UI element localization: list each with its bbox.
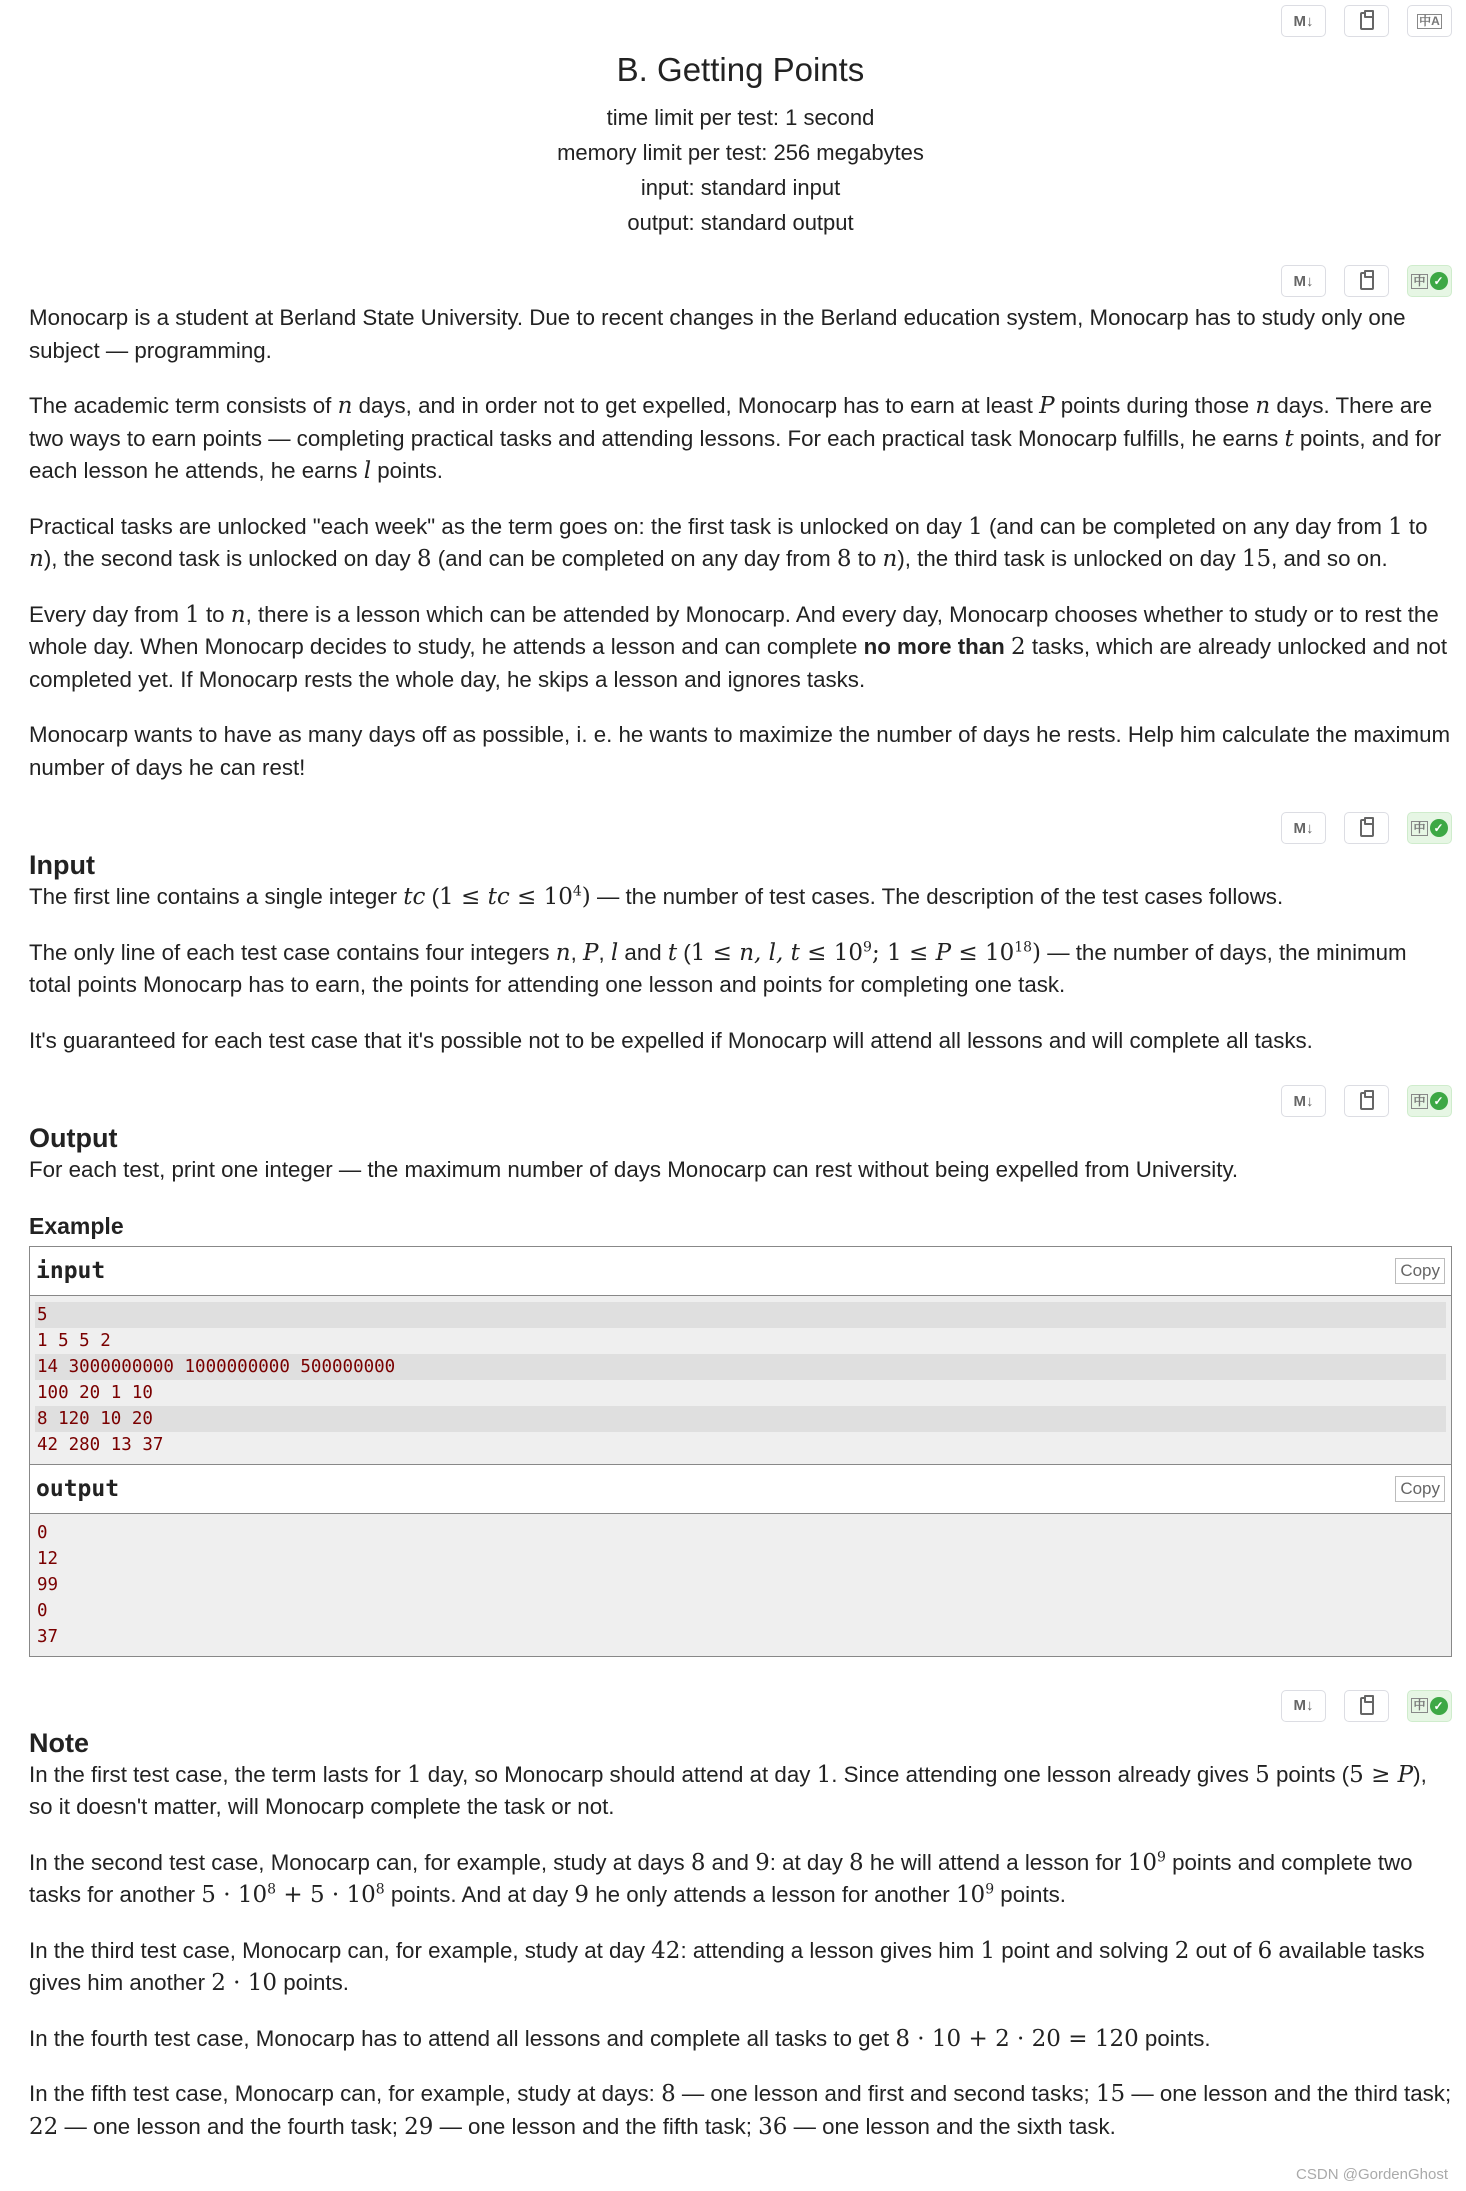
math-text: 42 bbox=[651, 1937, 681, 1964]
copy-clipboard-button[interactable] bbox=[1344, 1690, 1389, 1722]
text-segment: In the fifth test case, Monocarp can, for example, study at days: bbox=[29, 2081, 662, 2106]
math-text: 2 · 10 bbox=[211, 1970, 278, 1996]
math-text: + 5 · 10 bbox=[276, 1882, 376, 1908]
example-output[interactable] bbox=[30, 1514, 1451, 1656]
text-segment: points during those bbox=[1054, 393, 1256, 418]
text-segment: — one lesson and first and second tasks; bbox=[675, 2081, 1096, 2106]
text-segment: — the number of days, the minimum total points Monocarp has to earn, the points for attending one lesson and points for completing one task. bbox=[29, 939, 1407, 997]
text-segment: Every day from bbox=[29, 601, 186, 627]
section-toolbar bbox=[29, 1080, 1452, 1122]
translate-icon: 中 bbox=[1413, 273, 1426, 288]
example-line: 5 bbox=[35, 1302, 1446, 1328]
math-text: 8 · 10 + 2 · 20 = 120 bbox=[895, 2025, 1139, 2052]
copy-clipboard-button[interactable] bbox=[1344, 1085, 1389, 1117]
math-text: l bbox=[610, 939, 619, 966]
text-segment: day, so Monocarp should attend at day bbox=[421, 1761, 817, 1787]
math-text: 9 bbox=[1156, 1849, 1166, 1866]
example-box bbox=[29, 1246, 1452, 1657]
text-segment: to bbox=[1402, 513, 1428, 539]
math-text: 4 bbox=[572, 883, 582, 900]
header-toolbar bbox=[29, 0, 1452, 42]
text-segment: For each test, print one integer — the maximum number of days Monocarp can rest without being expelled from University. bbox=[29, 1157, 1239, 1182]
paragraph bbox=[29, 599, 1452, 697]
math-text: 1 ≤ bbox=[439, 884, 488, 910]
text-segment: — one lesson and the third task; bbox=[1125, 2081, 1452, 2106]
input-heading: Input bbox=[29, 850, 95, 880]
clipboard-icon bbox=[1360, 1092, 1374, 1110]
input-label: input bbox=[36, 1257, 106, 1284]
paragraph bbox=[29, 1025, 1452, 1058]
input-section bbox=[29, 881, 1452, 1057]
time-limit: time limit per test: 1 second bbox=[606, 105, 875, 130]
section-toolbar bbox=[29, 260, 1452, 302]
input-type: input: standard input bbox=[640, 175, 841, 200]
math-text: 8 bbox=[849, 1849, 864, 1876]
example-line: 0 bbox=[37, 1600, 48, 1621]
text-segment: points and complete two tasks for another bbox=[29, 1849, 1413, 1907]
paragraph bbox=[29, 1935, 1452, 2000]
math-text: n, l, t bbox=[739, 939, 800, 966]
math-text: P bbox=[1397, 1761, 1414, 1788]
problem-statement bbox=[29, 0, 1452, 2143]
paragraph bbox=[29, 1759, 1452, 1824]
math-text: 8 bbox=[690, 1849, 706, 1876]
markdown-button[interactable]: M↓ bbox=[1281, 1085, 1326, 1117]
math-text: no more than bbox=[863, 634, 1005, 659]
math-text: n bbox=[882, 546, 898, 572]
math-text: 8 bbox=[661, 2081, 676, 2107]
math-text: 8 bbox=[267, 1881, 277, 1898]
example-line: 100 20 1 10 bbox=[37, 1382, 153, 1403]
example-line: 42 280 13 37 bbox=[37, 1434, 164, 1455]
paragraph bbox=[29, 937, 1452, 1002]
math-text: 29 bbox=[404, 2113, 434, 2140]
markdown-button[interactable]: M↓ bbox=[1281, 265, 1326, 297]
output-type: output: standard output bbox=[627, 210, 854, 235]
math-text: ; 1 ≤ bbox=[871, 939, 936, 966]
math-text: n bbox=[29, 546, 44, 572]
text-segment: points. bbox=[277, 1970, 349, 1995]
math-text: 9 bbox=[755, 1849, 770, 1876]
math-text: 9 bbox=[985, 1881, 995, 1898]
math-text: 6 bbox=[1257, 1937, 1273, 1964]
translate-done-button[interactable] bbox=[1407, 1085, 1452, 1117]
text-segment: , and so on. bbox=[1271, 546, 1388, 571]
text-segment: ( bbox=[425, 884, 440, 909]
text-segment: he only attends a lesson for another bbox=[589, 1882, 956, 1907]
text-segment: days. There are two ways to earn points — completing practical tasks and attending lessons. For each practical task Monocarp fulfills, he earns bbox=[29, 393, 1433, 451]
math-text: 8 bbox=[836, 546, 852, 572]
text-segment: ), the second task is unlocked on day bbox=[43, 546, 417, 571]
example-input[interactable] bbox=[30, 1296, 1451, 1465]
math-text: 2 bbox=[1011, 634, 1026, 660]
clipboard-icon bbox=[1360, 12, 1374, 30]
example-line: 14 3000000000 1000000000 500000000 bbox=[35, 1354, 1446, 1380]
translate-icon: 中 bbox=[1413, 1093, 1426, 1108]
text-segment: The only line of each test case contains four integers bbox=[29, 939, 556, 965]
example-heading: Example bbox=[29, 1212, 124, 1239]
clipboard-icon bbox=[1360, 819, 1374, 837]
paragraph bbox=[29, 1847, 1452, 1912]
math-text: 8 bbox=[375, 1881, 385, 1898]
text-segment: (and can be completed on any day from bbox=[982, 513, 1389, 539]
math-text: 18 bbox=[1014, 939, 1033, 956]
legend-section bbox=[29, 302, 1452, 784]
text-segment: In the first test case, the term lasts for bbox=[29, 1761, 407, 1787]
math-text: ) bbox=[581, 884, 591, 910]
math-text: t bbox=[667, 939, 678, 966]
math-text: n bbox=[555, 939, 571, 966]
math-text: l bbox=[363, 458, 372, 484]
section-toolbar bbox=[29, 807, 1452, 849]
translate-icon: 中A bbox=[1419, 13, 1440, 28]
clipboard-icon bbox=[1360, 1697, 1374, 1715]
paragraph bbox=[29, 2078, 1452, 2143]
math-text: n bbox=[230, 601, 246, 628]
math-text: P bbox=[935, 939, 952, 966]
translate-done-button[interactable] bbox=[1407, 812, 1452, 844]
text-segment: points. And at day bbox=[384, 1882, 575, 1907]
text-segment: : attending a lesson gives him bbox=[680, 1937, 981, 1963]
output-section bbox=[29, 1154, 1452, 1187]
math-text: 1 bbox=[1388, 513, 1403, 540]
text-segment: — one lesson and the fourth task; bbox=[58, 2113, 405, 2139]
math-text: 36 bbox=[758, 2113, 788, 2140]
text-segment: In the fourth test case, Monocarp has to attend all lessons and complete all tasks to get bbox=[29, 2025, 896, 2051]
math-text: 5 ≥ bbox=[1349, 1761, 1398, 1788]
text-segment: points. bbox=[1138, 2025, 1211, 2051]
clipboard-icon bbox=[1360, 272, 1374, 290]
check-icon: ✓ bbox=[1430, 1697, 1448, 1715]
text-segment: and bbox=[618, 939, 668, 965]
math-text: ≤ 10 bbox=[799, 939, 864, 966]
problem-title: B. Getting Points bbox=[616, 51, 865, 88]
translate-icon: 中 bbox=[1413, 820, 1426, 835]
memory-limit: memory limit per test: 256 megabytes bbox=[557, 140, 924, 165]
math-text: tc bbox=[403, 884, 426, 910]
text-segment: : at day bbox=[769, 1849, 850, 1875]
math-text: 1 ≤ bbox=[690, 939, 740, 966]
math-text: P bbox=[582, 939, 599, 966]
text-segment: , bbox=[570, 939, 583, 965]
math-text: 5 bbox=[1255, 1761, 1270, 1788]
math-text: 22 bbox=[29, 2113, 59, 2140]
math-text: 1 bbox=[980, 1937, 996, 1964]
text-segment: It's guaranteed for each test case that it's possible not to be expelled if Monocarp will attend all lessons and will complete all tasks. bbox=[29, 1027, 1313, 1053]
text-segment: The first line contains a single integer bbox=[29, 884, 404, 909]
paragraph bbox=[29, 390, 1452, 488]
text-segment: to bbox=[199, 601, 231, 627]
text-segment: In the second test case, Monocarp can, for example, study at days bbox=[29, 1849, 691, 1875]
check-icon: ✓ bbox=[1430, 272, 1448, 290]
math-text: 15 bbox=[1241, 546, 1272, 572]
output-heading: Output bbox=[29, 1123, 118, 1153]
copy-output-button[interactable]: Copy bbox=[1395, 1476, 1445, 1502]
text-segment: , bbox=[598, 939, 611, 965]
math-text: 1 bbox=[185, 601, 200, 628]
math-text: n bbox=[1255, 393, 1271, 419]
example-line: 0 bbox=[37, 1522, 48, 1543]
math-text: ≤ 10 bbox=[951, 939, 1015, 966]
text-segment: In the third test case, Monocarp can, for example, study at day bbox=[29, 1937, 652, 1963]
translate-button[interactable] bbox=[1407, 5, 1452, 37]
output-label: output bbox=[36, 1475, 120, 1502]
text-segment: available tasks gives him another bbox=[29, 1937, 1425, 1995]
math-text: 10 bbox=[955, 1882, 986, 1908]
copy-clipboard-button[interactable] bbox=[1344, 5, 1389, 37]
math-text: ≤ 10 bbox=[509, 884, 573, 910]
copy-clipboard-button[interactable] bbox=[1344, 265, 1389, 297]
paragraph bbox=[29, 1154, 1452, 1187]
text-segment: — the number of test cases. The description of the test cases follows. bbox=[590, 884, 1284, 909]
text-segment: points. bbox=[371, 458, 443, 483]
math-text: ) bbox=[1032, 939, 1042, 966]
math-text: 1 bbox=[816, 1761, 832, 1788]
paragraph bbox=[29, 719, 1452, 784]
math-text: 1 bbox=[968, 513, 983, 540]
math-text: 10 bbox=[1127, 1849, 1157, 1876]
text-segment: he will attend a lesson for bbox=[863, 1849, 1128, 1875]
paragraph bbox=[29, 2023, 1452, 2056]
example-line: 99 bbox=[37, 1574, 59, 1595]
text-segment: points. bbox=[994, 1882, 1066, 1907]
math-text: 2 bbox=[1174, 1937, 1190, 1964]
math-text: 9 bbox=[863, 939, 872, 956]
text-segment: Monocarp is a student at Berland State University. Due to recent changes in the Berland education system, Monocarp has to study only one subject — programming. bbox=[29, 305, 1406, 363]
text-segment: . Since attending one lesson already gives bbox=[831, 1761, 1256, 1787]
math-text: 9 bbox=[574, 1882, 589, 1908]
markdown-button[interactable]: M↓ bbox=[1281, 1690, 1326, 1722]
example-line: 12 bbox=[37, 1548, 59, 1569]
note-heading: Note bbox=[29, 1727, 89, 1758]
math-text: n bbox=[337, 393, 353, 419]
math-text: 5 · 10 bbox=[201, 1882, 268, 1908]
text-segment: ), so it doesn't matter, will Monocarp complete the task or not. bbox=[29, 1761, 1427, 1819]
text-segment: and bbox=[705, 1849, 756, 1875]
translate-done-button[interactable] bbox=[1407, 1690, 1452, 1722]
watermark: CSDN @GordenGhost bbox=[1296, 2166, 1448, 2183]
text-segment: to bbox=[851, 546, 883, 571]
text-segment: The academic term consists of bbox=[29, 393, 338, 418]
text-segment: out of bbox=[1189, 1937, 1258, 1963]
paragraph bbox=[29, 302, 1452, 367]
paragraph bbox=[29, 881, 1452, 914]
text-segment: days, and in order not to get expelled, Monocarp has to earn at least bbox=[352, 393, 1040, 418]
math-text: 8 bbox=[416, 546, 432, 572]
example-line: 37 bbox=[37, 1626, 59, 1647]
math-text: P bbox=[1039, 393, 1055, 419]
text-segment: , there is a lesson which can be attended by Monocarp. And every day, Monocarp chooses whether to study or to rest the whole day. When Monocarp decides to study, he attends a lesson and can complete bbox=[29, 601, 1439, 659]
math-text: 15 bbox=[1095, 2081, 1126, 2107]
text-segment: point and solving bbox=[995, 1937, 1175, 1963]
text-segment: points ( bbox=[1269, 1761, 1350, 1787]
text-segment: points, and for each lesson he attends, he earns bbox=[29, 425, 1442, 483]
example-line: 8 120 10 20 bbox=[35, 1406, 1446, 1432]
markdown-button[interactable]: M↓ bbox=[1281, 812, 1326, 844]
paragraph bbox=[29, 511, 1452, 576]
text-segment: tasks, which are already unlocked and not completed yet. If Monocarp rests the whole day, he skips a lesson and ignores tasks. bbox=[29, 634, 1448, 692]
text-segment: Monocarp wants to have as many days off as possible, i. e. he wants to maximize the number of days he rests. Help him calculate the maximum number of days he can rest! bbox=[29, 722, 1451, 780]
check-icon: ✓ bbox=[1430, 819, 1448, 837]
translate-icon: 中 bbox=[1413, 1698, 1426, 1712]
translate-done-button[interactable] bbox=[1407, 265, 1452, 297]
math-text: 1 bbox=[406, 1761, 422, 1788]
check-icon: ✓ bbox=[1430, 1092, 1448, 1110]
note-section bbox=[29, 1759, 1452, 2144]
copy-input-button[interactable]: Copy bbox=[1395, 1258, 1445, 1284]
math-text: tc bbox=[487, 884, 510, 910]
text-segment: Practical tasks are unlocked "each week" as the term goes on: the first task is unlocked on day bbox=[29, 513, 969, 539]
text-segment: ( bbox=[677, 939, 691, 965]
text-segment: (and can be completed on any day from bbox=[431, 546, 837, 571]
copy-clipboard-button[interactable] bbox=[1344, 812, 1389, 844]
markdown-button[interactable]: M↓ bbox=[1281, 5, 1326, 37]
example-line: 1 5 5 2 bbox=[37, 1330, 111, 1351]
text-segment: — one lesson and the sixth task. bbox=[787, 2113, 1116, 2139]
math-text: t bbox=[1284, 425, 1294, 452]
text-segment: ), the third task is unlocked on day bbox=[897, 546, 1242, 571]
section-toolbar bbox=[29, 1685, 1452, 1727]
text-segment: — one lesson and the fifth task; bbox=[433, 2113, 759, 2139]
